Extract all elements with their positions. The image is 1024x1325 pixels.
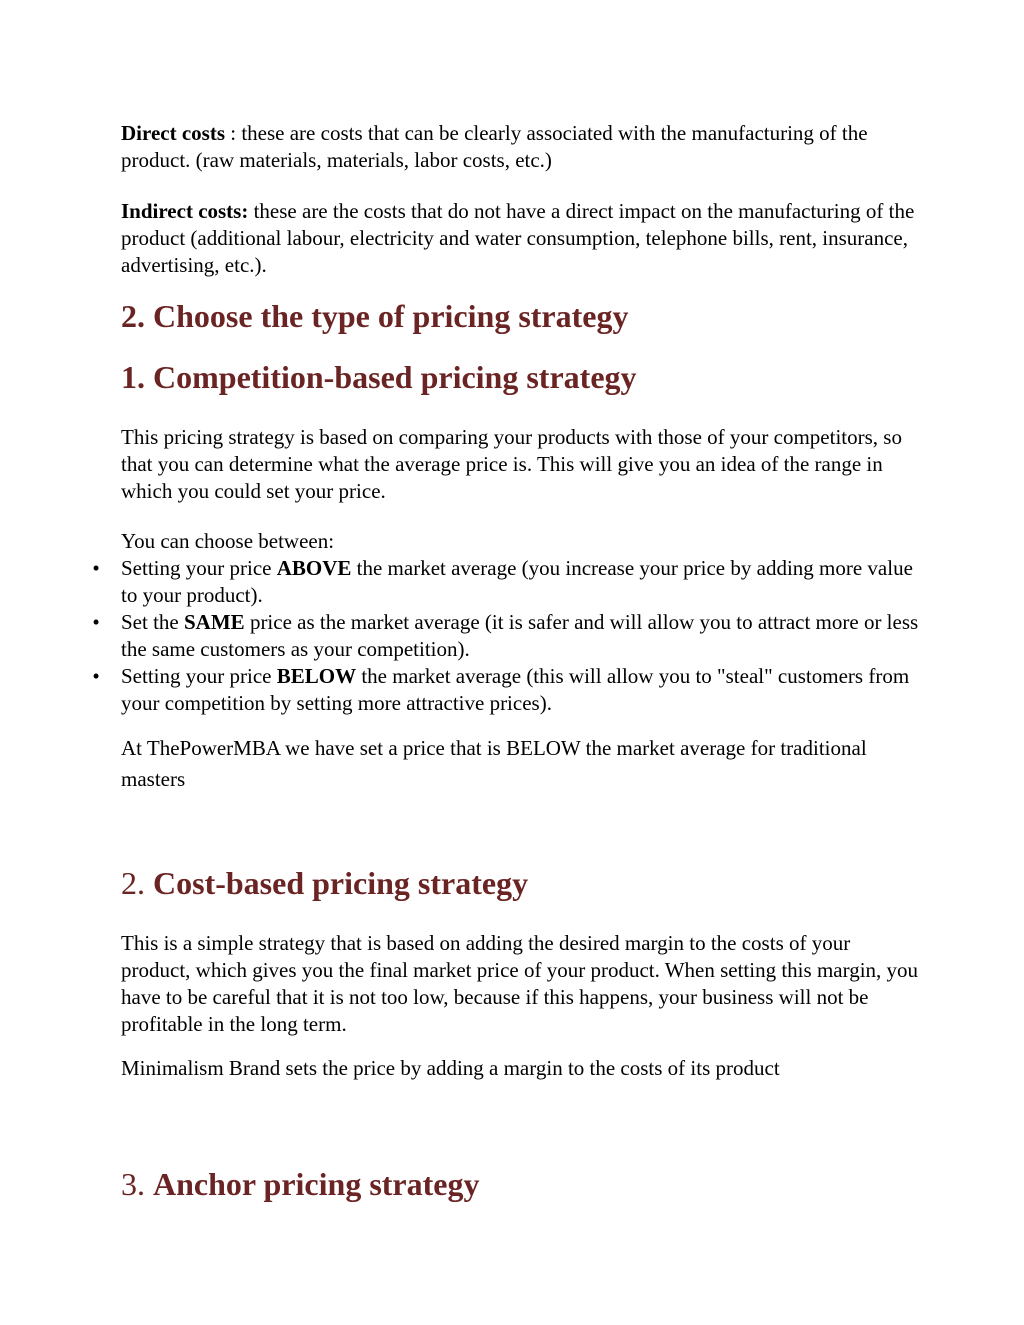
minimalism-example-paragraph: Minimalism Brand sets the price by adding a margin to the costs of its product bbox=[121, 1056, 780, 1080]
bullet-text-after: the market average (you increase your price by adding more value to your product). bbox=[121, 556, 913, 607]
competition-intro-paragraph: This pricing strategy is based on comparing your products with those of your competitors, so that you can determine what the average price is. This will give you an idea of the range in which you could set your price. bbox=[121, 425, 902, 503]
bullet-bold-above: ABOVE bbox=[276, 556, 352, 580]
indirect-costs-term: Indirect costs: bbox=[121, 199, 249, 223]
list-item bbox=[92, 663, 921, 717]
heading-anchor-pricing bbox=[121, 1164, 921, 1204]
bullet-icon: • bbox=[92, 556, 100, 580]
heading-competition-based: 1. Competition-based pricing strategy bbox=[121, 359, 637, 395]
heading-cost-based bbox=[121, 863, 921, 903]
heading-number: 3. bbox=[121, 1166, 153, 1202]
cost-intro-paragraph: This is a simple strategy that is based on adding the desired margin to the costs of your product, which gives you the final market price of your product. When setting this margin, you have to be careful that it is not too low, because if this happens, your business will not be profitable in the long term. bbox=[121, 931, 919, 1036]
heading-title: Cost-based pricing strategy bbox=[153, 865, 529, 901]
indirect-costs-paragraph bbox=[121, 198, 921, 279]
pricing-options-list bbox=[92, 555, 921, 717]
direct-costs-text: : these are costs that can be clearly associated with the manufacturing of the product. (raw materials, materials, labor costs, etc.) bbox=[121, 121, 868, 172]
heading-choose-pricing-strategy: 2. Choose the type of pricing strategy bbox=[121, 298, 629, 334]
list-item bbox=[92, 555, 921, 609]
indirect-costs-text: these are the costs that do not have a direct impact on the manufacturing of the product (additional labour, electricity and water consumption, telephone bills, rent, insurance, advertising, etc.). bbox=[121, 199, 915, 277]
bullet-bold-same: SAME bbox=[184, 610, 245, 634]
bullet-text-before: Set the bbox=[121, 610, 184, 634]
bullet-text-before: Setting your price bbox=[121, 664, 277, 688]
heading-title: Anchor pricing strategy bbox=[153, 1166, 480, 1202]
powermba-example-paragraph: At ThePowerMBA we have set a price that is BELOW the market average for traditional masters bbox=[121, 736, 867, 791]
heading-number: 2. bbox=[121, 865, 153, 901]
bullet-text-after: the market average (this will allow you to "steal" customers from your competition by setting more attractive prices). bbox=[121, 664, 910, 715]
list-item bbox=[92, 609, 921, 663]
choose-between-text: You can choose between: bbox=[121, 529, 335, 553]
bullet-icon: • bbox=[92, 610, 100, 634]
direct-costs-paragraph bbox=[121, 120, 921, 174]
bullet-icon: • bbox=[92, 664, 100, 688]
bullet-text-after: price as the market average (it is safer and will allow you to attract more or less the same customers as your competition). bbox=[121, 610, 919, 661]
bullet-bold-below: BELOW bbox=[276, 664, 357, 688]
direct-costs-term: Direct costs bbox=[121, 121, 225, 145]
bullet-text-before: Setting your price bbox=[121, 556, 277, 580]
